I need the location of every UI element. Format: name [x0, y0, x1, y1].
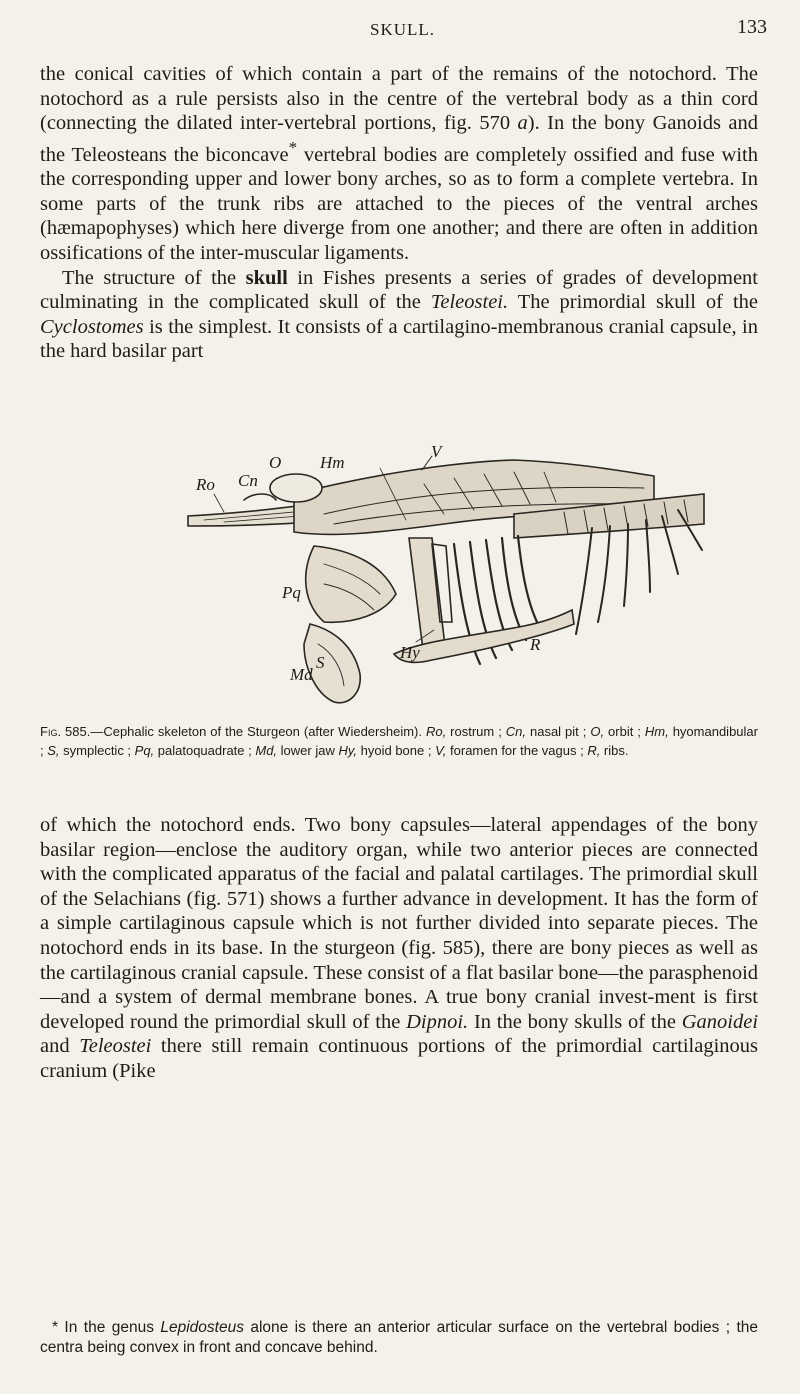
label-v: V: [431, 442, 442, 461]
page-number: 133: [737, 16, 767, 38]
label-hm: Hm: [320, 453, 345, 472]
ro-pointer: [214, 494, 224, 512]
figure-number: Fig. 585.: [40, 724, 91, 739]
lower-jaw-shape: [304, 624, 360, 703]
orbit-shape: [270, 474, 322, 502]
label-ro: Ro: [196, 475, 215, 494]
footnote-marker: *: [288, 137, 298, 157]
label-r: R: [530, 635, 541, 654]
label-pq: Pq: [282, 583, 301, 602]
page-header: [0, 12, 800, 42]
label-md: Md: [290, 665, 313, 684]
footnote-text: * In the genus Lepidosteus alone is there an anterior articular surface on the vertebral bodies ; the centra being convex in front and concave behind.: [40, 1319, 759, 1356]
sturgeon-skull-figure: [184, 442, 724, 719]
figure-caption: Fig. 585.—Cephalic skeleton of the Sturgeon (after Wiedersheim). Ro, rostrum ; Cn, nasal pit ; O, orbit ; Hm, hyomandibular ; S, symplectic ; Pq, palatoquadrate ; Md, lower jaw Hy, hyoid bone ; V, foramen for the vagus ; R, ribs.: [40, 724, 758, 758]
label-s: S: [316, 653, 325, 672]
palatoquadrate-shape: [306, 546, 396, 622]
paragraph-vertebrae: the conical cavities of which contain a part of the remains of the notochord. The notochord as a rule persists also in the centre of the vertebral body as a thin cord (connecting the dilated inter-vertebral portions, fig. 570 a). In the bony Ganoids and the Teleosteans the biconcave* vertebral bodies are completely ossified and fuse with the corresponding upper and lower bony arches, so as to form a complete vertebra. In some parts of the trunk ribs are attached to the pieces of the ventral arches (hæmapophyses) which here diverge from one another; and there are often in addition ossifications of the inter-muscular ligaments.: [40, 63, 758, 264]
footnote: [40, 1318, 758, 1358]
paragraph-skull: The structure of the skull in Fishes presents a series of grades of development culminating in the complicated skull of the Teleostei. The primordial skull of the Cyclostomes is the simplest. It consists of a cartilagino-membranous cranial capsule, in the hard basilar part: [40, 266, 758, 363]
nasal-pit-shape: [244, 494, 276, 500]
paragraph-notochord: of which the notochord ends. Two bony capsules—lateral appendages of the bony basilar region—enclose the auditory organ, while two anterior pieces are connected with the complicated apparatus of the facial and palatal cartilages. The primordial skull of the Selachians (fig. 571) shows a further advance in development. It has the form of a simple cartilaginous capsule which is not further divided into separate pieces. The notochord ends in its base. In the sturgeon (fig. 585), there are bony pieces as well as the cartilaginous cranial capsule. These consist of a flat basilar bone—the parasphenoid—and a system of dermal membrane bones. A true bony cranial invest-ment is first developed round the primordial skull of the Dipnoi. In the bony skulls of the Ganoidei and Teleostei there still remain continuous portions of the primordial cartilaginous cranium (Pike: [40, 814, 759, 1082]
body-text-top: [40, 62, 758, 364]
body-text-bottom: [40, 813, 758, 1084]
sturgeon-skull-illustration: [184, 442, 724, 719]
keyword-skull: skull: [245, 266, 288, 289]
running-title: SKULL.: [370, 20, 436, 39]
label-o: O: [269, 453, 282, 472]
label-cn: Cn: [238, 471, 258, 490]
label-hy: Hy: [400, 643, 420, 662]
